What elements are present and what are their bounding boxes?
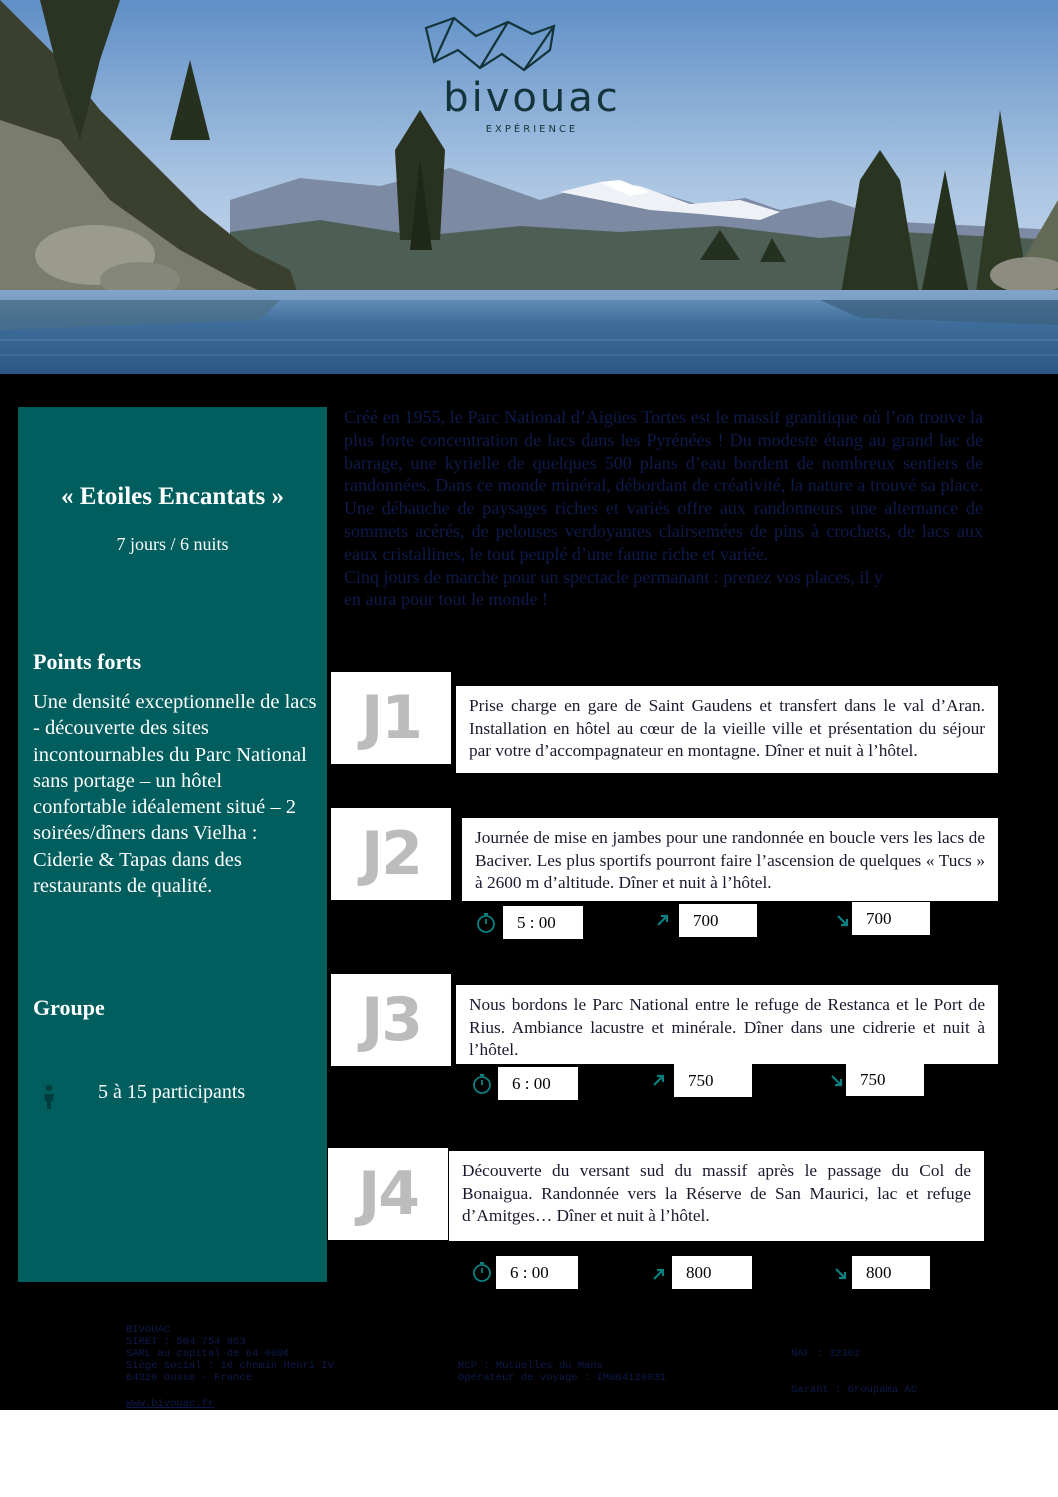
descent-value: 750 <box>846 1063 924 1096</box>
footer-company: BIVOUAC <box>126 1324 171 1336</box>
day-description: Journée de mise en jambes pour une randonnée en boucle vers les lacs de Baciver. Les plus sportifs pourront faire l’ascension de quelques « Tucs » à 2600 m d’altitude. Dîner et nuit à l’hôtel. <box>462 818 998 901</box>
ascent-value: 700 <box>679 904 757 937</box>
walking-time: 6 : 00 <box>496 1256 578 1289</box>
walking-time: 5 : 00 <box>503 906 583 939</box>
descent-value: 700 <box>852 902 930 935</box>
footer-rcp: RCP : Mutuelles du Mans <box>458 1360 603 1372</box>
footer-operateur: Opérateur de voyage : IM064120031 <box>458 1372 666 1384</box>
day-description: Nous bordons le Parc National entre le refuge de Restanca et le Port de Rius. Ambiance lacustre et minérale. Dîner dans une cidrerie et nuit à l’hôtel. <box>456 985 998 1064</box>
arrow-up-right-icon <box>652 1072 666 1092</box>
bivouac-logo <box>420 14 644 135</box>
points-forts-text: Une densité exceptionnelle de lacs - découverte des sites incontournables du Parc National sans portage – un hôtel confortable idéalement situé – 2 soirées/dîners dans Vielha : Ciderie & Tapas dans des restaurants de qualité. <box>33 691 317 898</box>
footer-website-link[interactable]: www.bivouac.fr <box>126 1398 215 1410</box>
trip-title: « Etoiles Encantats » <box>61 483 284 510</box>
brand-tagline: EXPÉRIENCE <box>485 124 579 135</box>
day-label: J3 <box>331 974 451 1066</box>
footer-sarl: SARL au capital de 64 000€ <box>126 1348 290 1360</box>
intro-closing-line-1: Cinq jours de marche pour un spectacle permanant : prenez vos places, il y <box>344 566 883 587</box>
groupe-heading: Groupe <box>33 995 105 1020</box>
intro-text <box>344 406 983 611</box>
mountain-logo-icon <box>420 14 560 74</box>
stopwatch-icon <box>476 912 496 939</box>
arrow-up-right-icon <box>656 912 670 932</box>
arrow-down-right-icon <box>834 1266 848 1286</box>
day-label: J4 <box>328 1148 448 1240</box>
ascent-value: 800 <box>672 1256 752 1289</box>
footer-siege: Siège social : 16 chemin Henri IV <box>126 1360 334 1372</box>
stopwatch-icon <box>472 1261 492 1288</box>
trip-summary-panel <box>18 407 327 1282</box>
footer-garant: Garant : Groupama AC <box>791 1384 918 1396</box>
day-description: Découverte du versant sud du massif après le passage du Col de Bonaigua. Randonnée vers la Réserve de San Maurici, lac et refuge d’Amitges… Dîner et nuit à l’hôtel. <box>449 1151 984 1241</box>
stopwatch-icon <box>472 1073 492 1100</box>
trip-duration: 7 jours / 6 nuits <box>116 534 229 554</box>
walking-time: 6 : 00 <box>498 1067 578 1100</box>
brand-name: bivouac <box>443 75 621 121</box>
footer-city: 64320 Ousse - France <box>126 1372 253 1384</box>
arrow-down-right-icon <box>836 913 850 933</box>
footer-naf: NAF : 3230z <box>791 1348 861 1360</box>
footer-siret: SIRET : 504 754 953 <box>126 1336 246 1348</box>
descent-value: 800 <box>852 1256 930 1289</box>
day-description: Prise charge en gare de Saint Gaudens et transfert dans le val d’Aran. Installation en hôtel au cœur de la vieille ville et présentation du séjour par votre d’accompagnateur en montagne. Dîner et nuit à l’hôtel. <box>456 686 998 773</box>
arrow-up-right-icon <box>652 1266 666 1286</box>
hero-image <box>0 0 1058 374</box>
ascent-value: 750 <box>674 1064 752 1097</box>
day-label: J1 <box>331 672 451 764</box>
points-forts-heading: Points forts <box>33 649 142 674</box>
day-label: J2 <box>331 808 451 900</box>
groupe-text: 5 à 15 participants <box>98 1081 246 1103</box>
arrow-down-right-icon <box>830 1073 844 1093</box>
footer-legal-info <box>458 1360 666 1384</box>
intro-closing-line-2: en aura pour tout le monde ! <box>344 589 548 610</box>
footer-company-info <box>126 1324 334 1384</box>
person-icon <box>42 1084 56 1116</box>
intro-paragraph: Créé en 1955, le Parc National d’Aigües Tortes est le massif granitique où l’on trouve la plus forte concentration de lacs dans les Pyrénées ! Du modeste étang au grand lac de barrage, une kyrielle de quelques 500 plans d’eau bordent de nombreux sentiers de randonnées. Dans ce monde minéral, débordant de créativité, la nature a trouvé sa place. Une débauche de paysages riches et variés offre aux randonneurs une alternance de sommets acérés, de pelouses verdoyantes clairsemées de pins à crochets, de lacs aux eaux cristallines, le tout peuplé d’une faune riche et variée. <box>344 407 983 564</box>
